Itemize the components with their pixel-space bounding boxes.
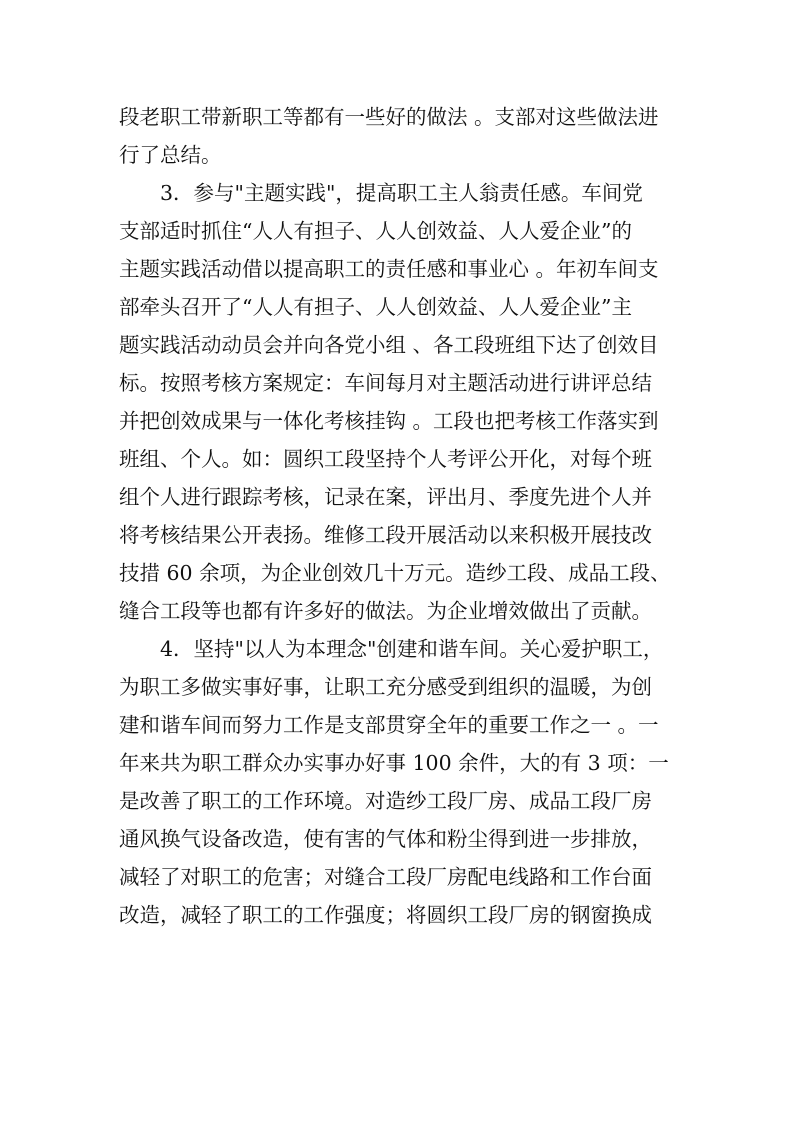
- text-line-18: 年来共为职工群众办实事办好事 100 余件，大的有 3 项：一: [119, 751, 669, 775]
- text-line-5: 主题实践活动借以提高职工的责任感和事业心 。年初车间支: [119, 257, 659, 281]
- text-line-8: 标。按照考核方案规定：车间每月对主题活动进行讲评总结: [119, 371, 652, 395]
- text-line-16: 为职工多做实事好事，让职工充分感受到组织的温暖，为创: [119, 675, 652, 699]
- text-line-20: 通风换气设备改造，使有害的气体和粉尘得到进一步排放，: [119, 827, 652, 851]
- text-line-14: 缝合工段等也都有许多好的做法。为企业增效做出了贡献。: [119, 599, 652, 623]
- text-line-4: 支部适时抓住“人人有担子、人人创效益、人人爱企业”的: [119, 219, 632, 243]
- text-line-13: 技措 60 余项，为企业创效几十万元。造纱工段、成品工段、: [119, 561, 671, 585]
- text-line-2: 行了总结。: [119, 143, 222, 167]
- text-line-7: 题实践活动动员会并向各党小组 、各工段班组下达了创效目: [119, 333, 659, 357]
- text-line-17: 建和谐车间而努力工作是支部贯穿全年的重要工作之一 。一: [119, 713, 659, 737]
- text-line-12: 将考核结果公开表扬。维修工段开展活动以来积极开展技改: [119, 523, 652, 547]
- text-line-6: 部牵头召开了“人人有担子、人人创效益、人人爱企业”主: [119, 295, 632, 319]
- text-line-22: 改造，减轻了职工的工作强度；将圆织工段厂房的钢窗换成: [119, 903, 652, 927]
- text-line-21: 减轻了对职工的危害；对缝合工段厂房配电线路和工作台面: [119, 865, 652, 889]
- text-line-1: 段老职工带新职工等都有一些好的做法 。支部对这些做法进: [119, 105, 659, 129]
- text-line-9: 并把创效成果与一体化考核挂钩 。工段也把考核工作落实到: [119, 409, 659, 433]
- text-line-11: 组个人进行跟踪考核，记录在案，评出月、季度先进个人并: [119, 485, 652, 509]
- text-line-19: 是改善了职工的工作环境。对造纱工段厂房、成品工段厂房: [119, 789, 652, 813]
- text-line-10: 班组、个人。如：圆织工段坚持个人考评公开化，对每个班: [119, 447, 652, 471]
- text-line-3: 3．参与"主题实践"，提高职工主人翁责任感。车间党: [160, 181, 643, 205]
- text-line-15: 4．坚持"以人为本理念"创建和谐车间。关心爱护职工，: [160, 637, 664, 661]
- body-text: [119, 98, 679, 934]
